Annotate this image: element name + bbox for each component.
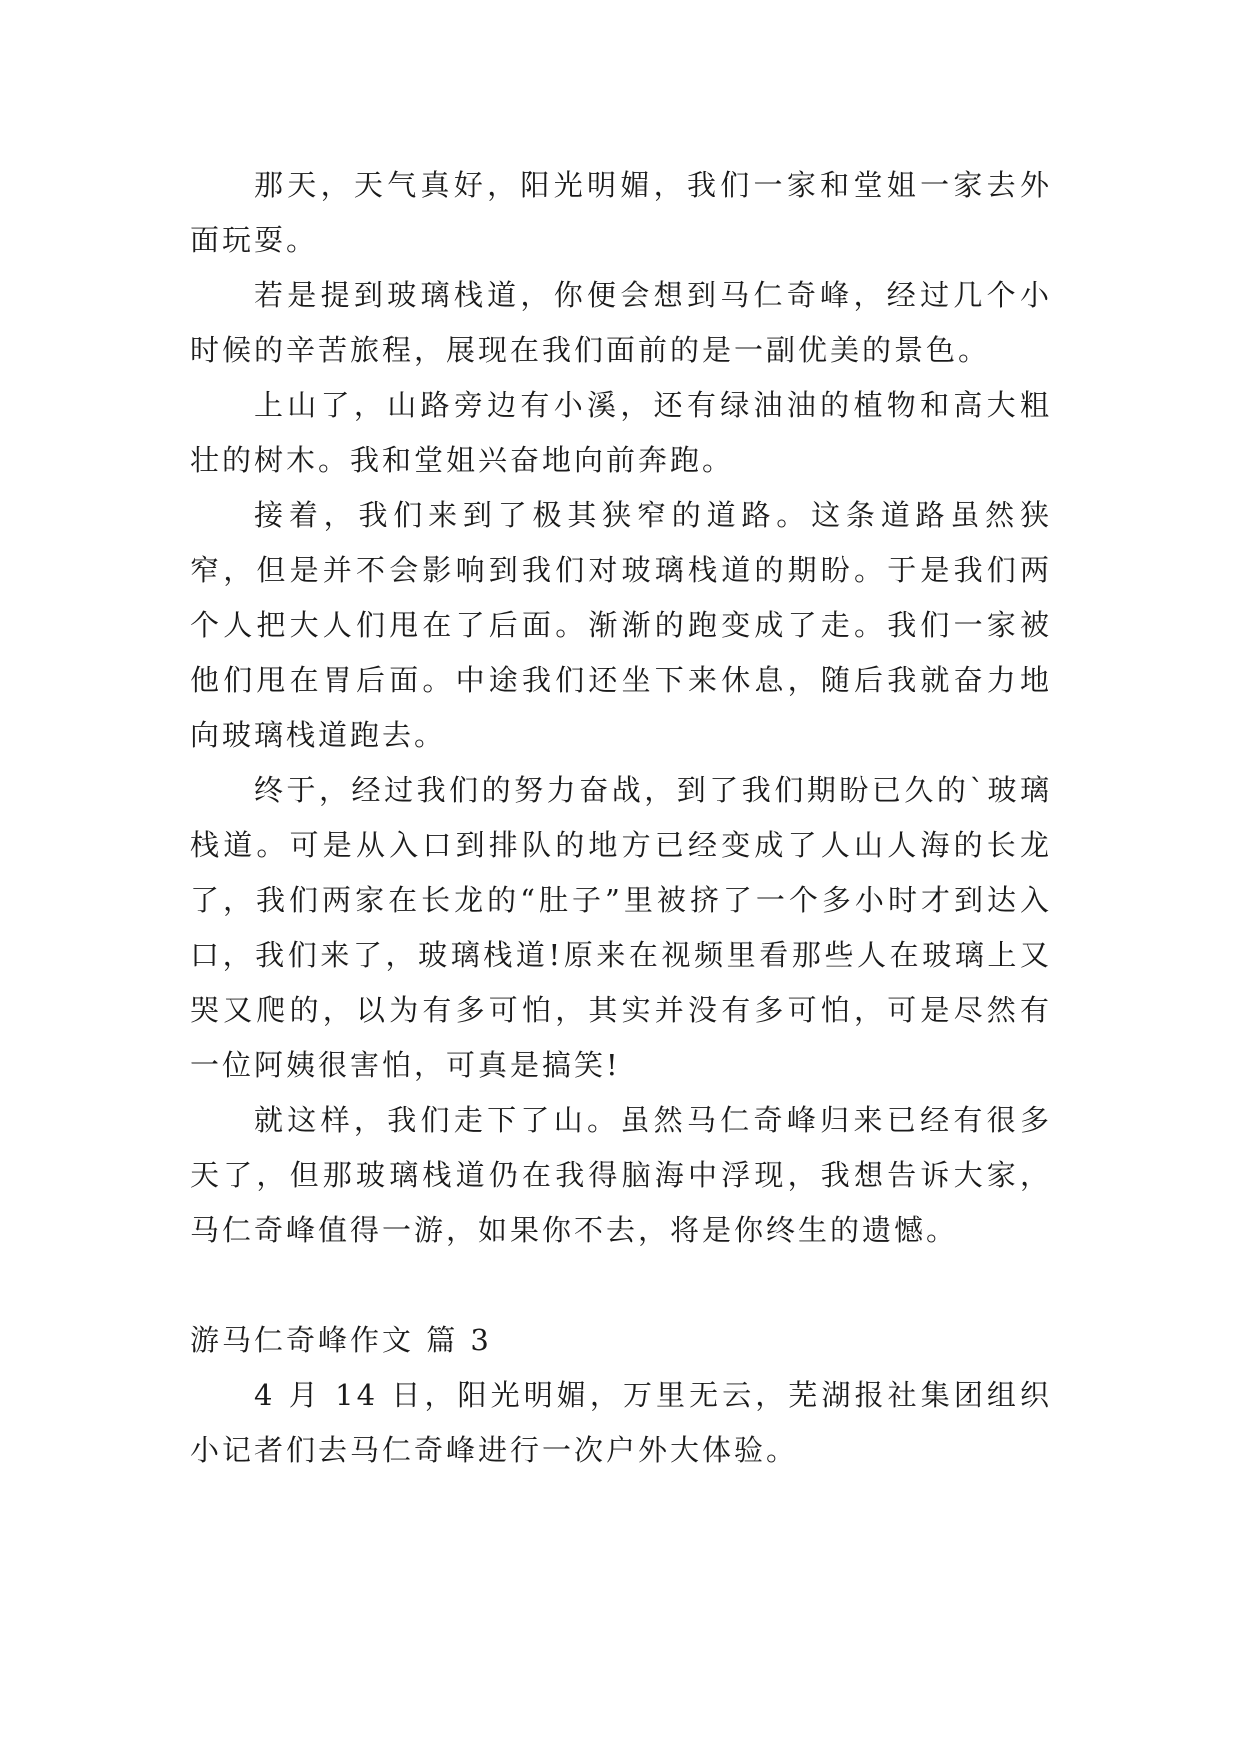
paragraph: 终于，经过我们的努力奋战，到了我们期盼已久的`玻璃栈道。可是从入口到排队的地方已经变成了人山人海的长龙了，我们两家在长龙的“肚子”里被挤了一个多小时才到达入口，我们来了，玻璃栈道!原来在视频里看那些人在玻璃上又哭又爬的，以为有多可怕，其实并没有多可怕，可是尽然有一位阿姨很害怕，可真是搞笑! (190, 773, 1052, 1082)
section-heading: 游马仁奇峰作文 篇 3 (190, 1323, 492, 1357)
paragraph: 接着，我们来到了极其狭窄的道路。这条道路虽然狭窄，但是并不会影响到我们对玻璃栈道的期盼。于是我们两个人把大人们甩在了后面。渐渐的跑变成了走。我们一家被他们甩在胃后面。中途我们还坐下来休息，随后我就奋力地向玻璃栈道跑去。 (190, 498, 1052, 752)
paragraph: 就这样，我们走下了山。虽然马仁奇峰归来已经有很多天了，但那玻璃栈道仍在我得脑海中浮现，我想告诉大家，马仁奇峰值得一游，如果你不去，将是你终生的遗憾。 (190, 1103, 1052, 1247)
paragraph: 若是提到玻璃栈道，你便会想到马仁奇峰，经过几个小时候的辛苦旅程，展现在我们面前的是一副优美的景色。 (190, 278, 1052, 367)
paragraph: 上山了，山路旁边有小溪，还有绿油油的植物和高大粗壮的树木。我和堂姐兴奋地向前奔跑。 (190, 388, 1052, 477)
paragraph: 那天，天气真好，阳光明媚，我们一家和堂姐一家去外面玩耍。 (190, 168, 1052, 257)
paragraph: 4 月 14 日，阳光明媚，万里无云，芜湖报社集团组织小记者们去马仁奇峰进行一次户外大体验。 (190, 1378, 1052, 1467)
document-body (190, 158, 1052, 1478)
